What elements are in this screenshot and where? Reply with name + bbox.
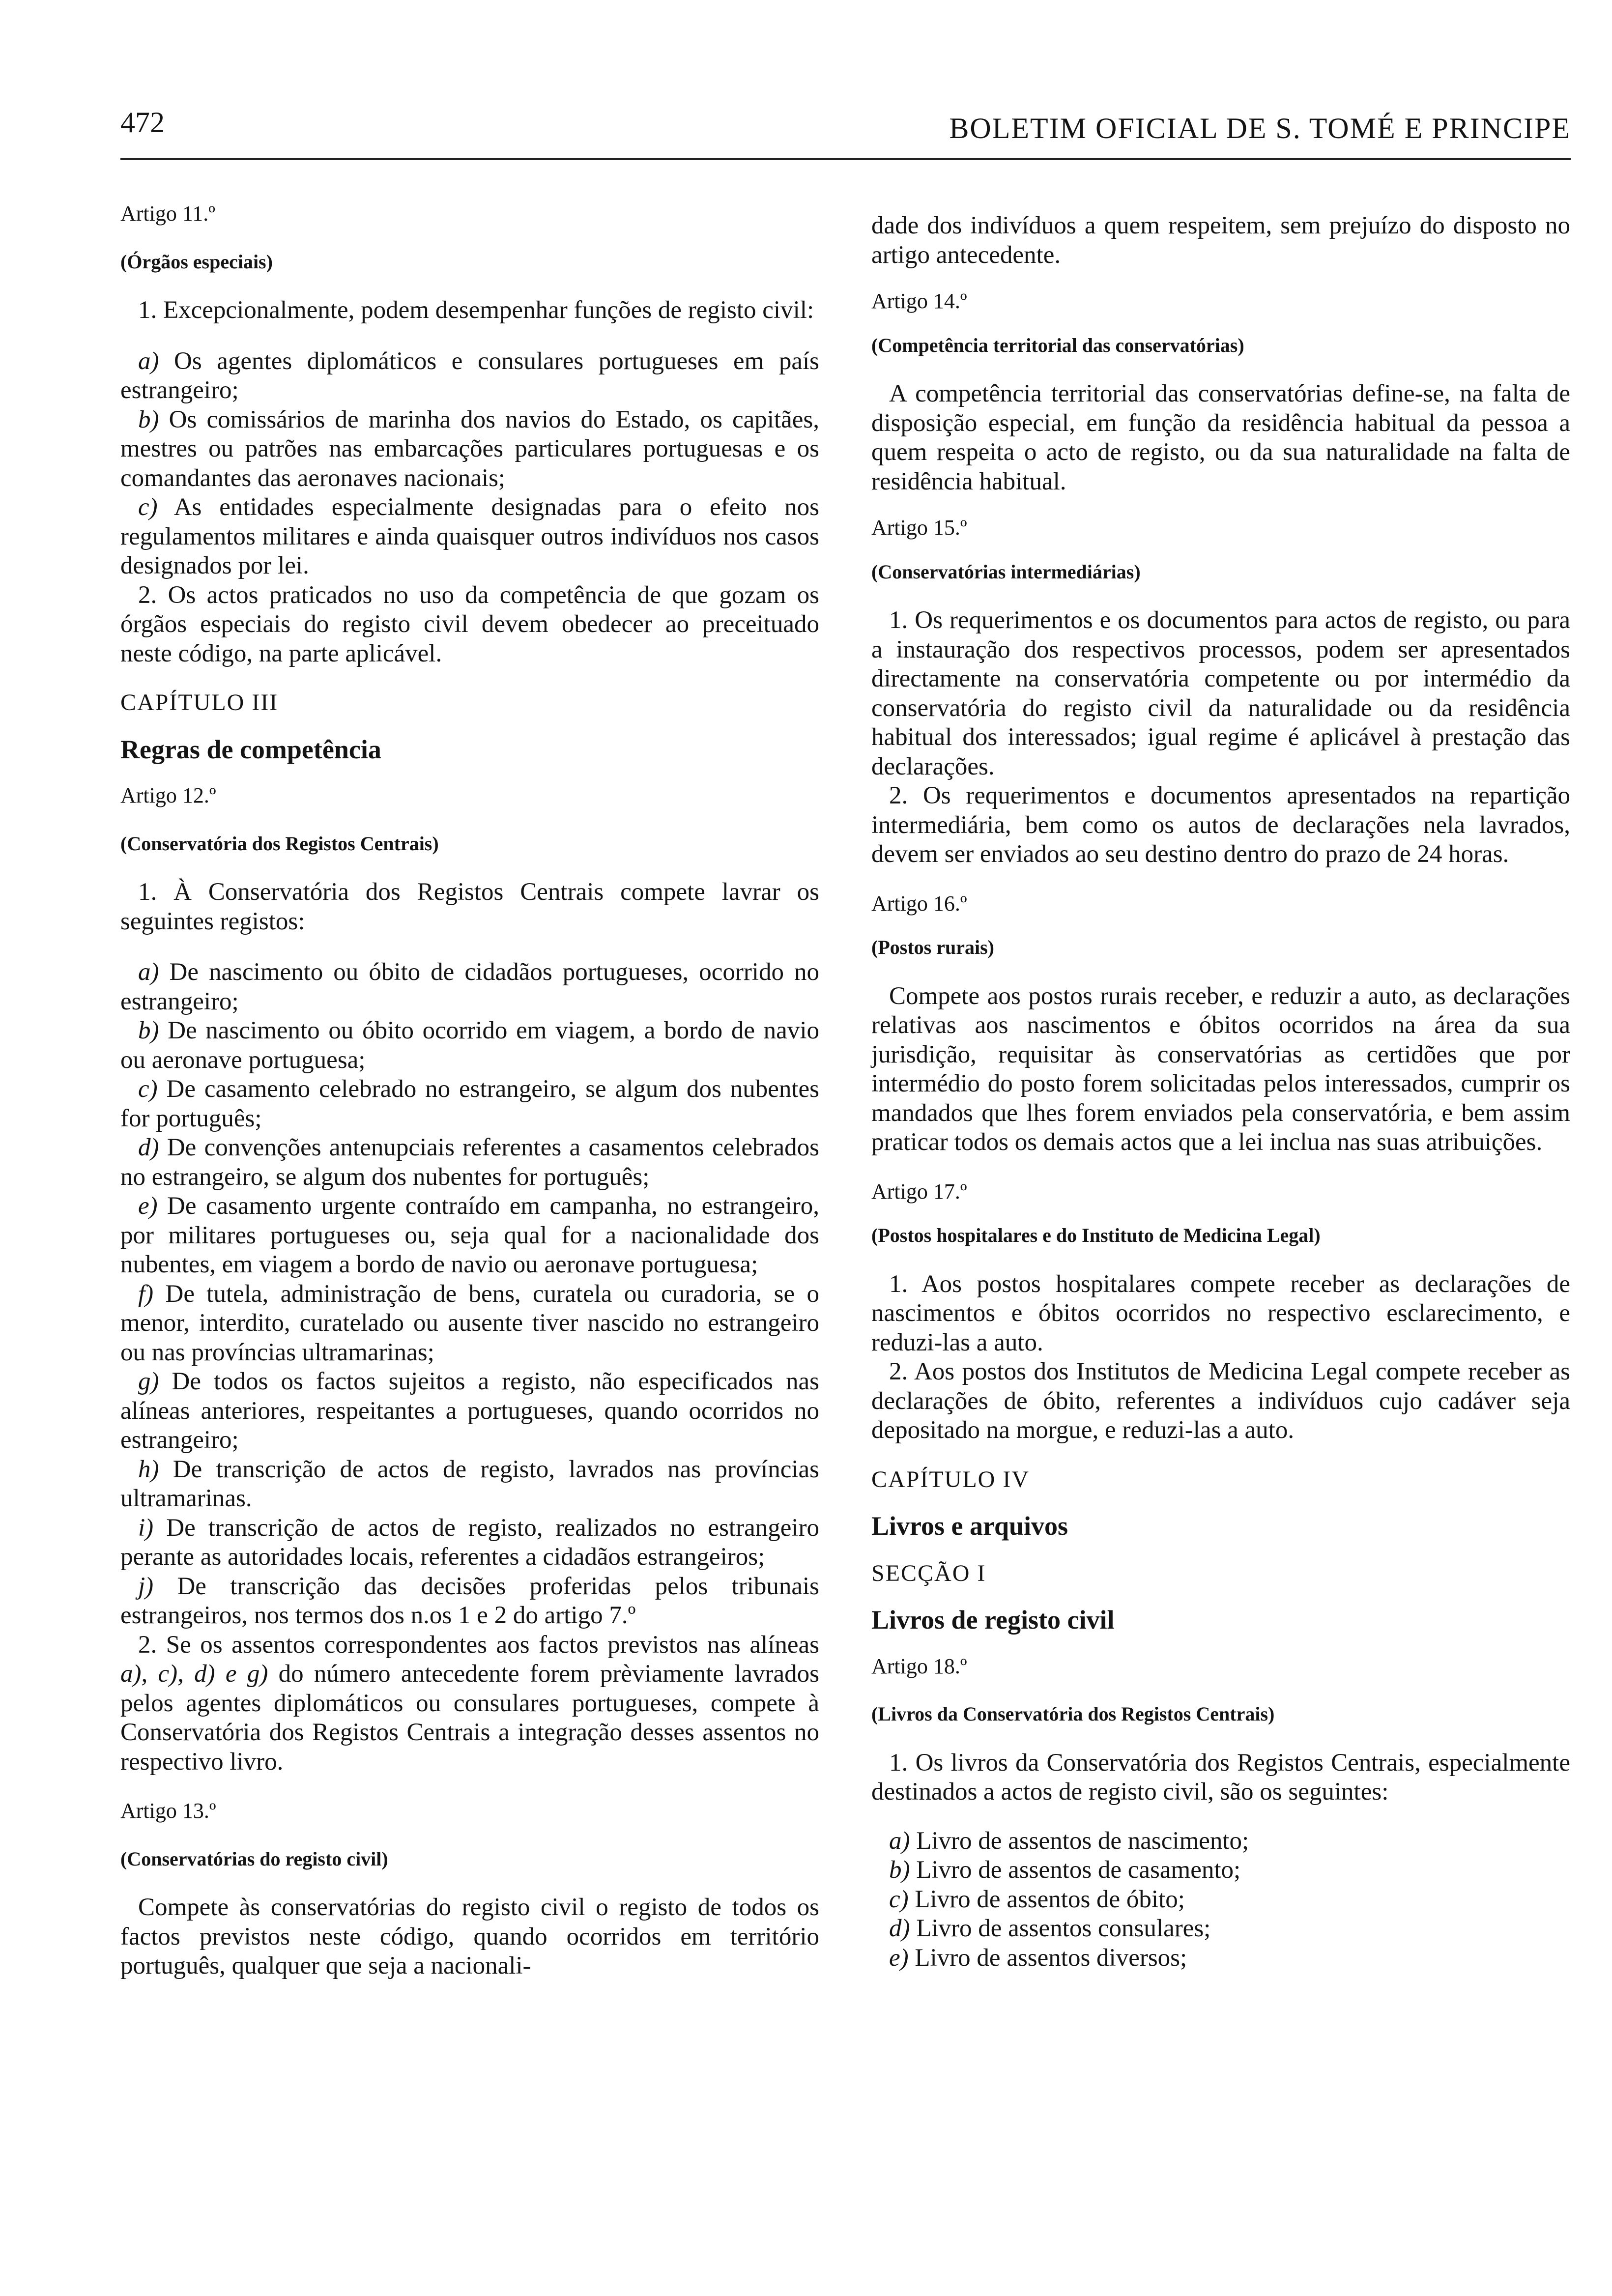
item-text: De nascimento ou óbito ocorrido em viagem, a bordo de navio ou aeronave portuguesa; [120, 1017, 819, 1074]
list-item [120, 347, 819, 405]
paragraph: 1. Aos postos hospitalares compete receber as declarações de nascimentos e óbitos ocorridos no respectivo esclarecimento, e reduzi-las a auto. [871, 1270, 1570, 1356]
section-title: Livros de registo civil [871, 1605, 1115, 1635]
list-item [120, 1280, 819, 1368]
left-column [120, 199, 819, 1981]
list-item [120, 1455, 819, 1514]
item-label: h) [138, 1455, 159, 1483]
chapter-heading: CAPÍTULO IV [871, 1466, 1030, 1492]
item-text: As entidades especialmente designadas para o efeito nos regulamentos militares e ainda quaisquer outros indivíduos nos casos designados por lei. [120, 493, 819, 579]
paragraph: 1. Excepcionalmente, podem desempenhar funções de registo civil: [138, 296, 814, 324]
item-text: De tutela, administração de bens, curatela ou curadoria, se o menor, interdito, curatelado ou ausente tiver nascido no estrangeiro ou nas províncias ultramarinas; [120, 1280, 819, 1366]
item-text: Livro de assentos de nascimento; [910, 1827, 1249, 1855]
item-text: De casamento celebrado no estrangeiro, se algum dos nubentes for português; [120, 1075, 819, 1132]
item-label: c) [138, 493, 158, 521]
page-header [120, 106, 1571, 155]
list-item [120, 1075, 819, 1133]
list-item [871, 1827, 1570, 1856]
paragraph-end: do número antecedente forem prèviamente lavrados pelos agentes diplomáticos ou consulares portugueses, compete à Conservatória dos Registos Centrais a integração desses assentos no respectivo livro. [120, 1660, 819, 1776]
item-label: a) [138, 347, 159, 375]
chapter-title: Livros e arquivos [871, 1511, 1068, 1541]
item-label: d) [138, 1134, 159, 1161]
article-16-rubric: (Postos rurais) [871, 936, 994, 958]
header-rule [120, 158, 1571, 160]
item-text: De todos os factos sujeitos a registo, não especificados nas alíneas anteriores, respeitantes a portugueses, quando ocorridos no estrangeiro; [120, 1368, 819, 1454]
item-label: j) [138, 1572, 154, 1600]
item-text: Livro de assentos diversos; [908, 1944, 1187, 1972]
item-label: b) [138, 1017, 159, 1044]
item-text: Livro de assentos de óbito; [908, 1885, 1185, 1913]
item-text: De convenções antenupciais referentes a casamentos celebrados no estrangeiro, se algum dos nubentes for português; [120, 1134, 819, 1191]
paragraph: Compete aos postos rurais receber, e reduzir a auto, as declarações relativas aos nascimentos e óbitos ocorridos na área da sua jurisdição, requisitar às conservatórias as certidões que por intermédio do posto forem solicitadas pelos interessados, cumprir os mandados que lhes forem enviados pela conservatória, e bem assim praticar todos os demais actos que a lei inclua nas suas atribuições. [871, 982, 1570, 1156]
list-item [120, 1133, 819, 1192]
article-17-title: Artigo 17.º [871, 1179, 967, 1204]
item-label: a) [889, 1827, 910, 1855]
article-12-rubric: (Conservatória dos Registos Centrais) [120, 832, 439, 855]
paragraph-start: 2. Se os assentos correspondentes aos factos previstos nas alíneas [138, 1631, 819, 1659]
chapter-heading: CAPÍTULO III [120, 689, 279, 716]
item-text: Os agentes diplomáticos e consulares portugueses em país estrangeiro; [120, 347, 819, 404]
paragraph: 2. Os actos praticados no uso da competência de que gozam os órgãos especiais do registo civil devem obedecer ao preceituado neste código, na parte aplicável. [120, 581, 819, 667]
section-heading: SECÇÃO I [871, 1560, 986, 1586]
running-title: BOLETIM OFICIAL DE S. TOMÉ E PRINCIPE [949, 112, 1571, 144]
article-17-rubric: (Postos hospitalares e do Instituto de Medicina Legal) [871, 1224, 1321, 1246]
item-text: De nascimento ou óbito de cidadãos portugueses, ocorrido no estrangeiro; [120, 958, 819, 1015]
right-column [871, 199, 1570, 1973]
paragraph: 2. Aos postos dos Institutos de Medicina Legal compete receber as declarações de óbito, referentes a indivíduos cujo cadáver seja depositado na morgue, e reduzi-las a auto. [871, 1358, 1570, 1444]
article-18-rubric: (Livros da Conservatória dos Registos Centrais) [871, 1703, 1275, 1725]
article-11-rubric: (Órgãos especiais) [120, 250, 273, 273]
paragraph: dade dos indivíduos a quem respeitem, sem prejuízo do disposto no artigo antecedente. [871, 212, 1570, 269]
article-15-title: Artigo 15.º [871, 516, 967, 540]
list-item [120, 1572, 819, 1631]
article-12-title: Artigo 12.º [120, 783, 216, 807]
item-text: Livro de assentos de casamento; [910, 1856, 1241, 1884]
list-item [120, 1367, 819, 1455]
paragraph: 1. Os requerimentos e os documentos para actos de registo, ou para a instauração dos respectivos processos, podem ser apresentados directamente na conservatória competente ou por intermédio da conservatória do registo civil da naturalidade ou da residência habitual dos interessados; igual regime é aplicável à prestação das declarações. [871, 606, 1570, 780]
paragraph: 2. Os requerimentos e documentos apresentados na repartição intermediária, bem como os autos de declarações nela lavrados, devem ser enviados ao seu destino dentro do prazo de 24 horas. [871, 782, 1570, 868]
item-label: g) [138, 1368, 159, 1395]
item-references: a), c), d) e g) [120, 1660, 268, 1688]
item-label: f) [138, 1280, 154, 1308]
item-label: b) [889, 1856, 910, 1884]
paragraph [120, 1631, 819, 1777]
paragraph: A competência territorial das conservatórias define-se, na falta de disposição especial, em função da residência habitual da pessoa a quem respeita o acto de registo, ou da sua naturalidade na falta de residência habitual. [871, 380, 1570, 495]
article-13-rubric: (Conservatórias do registo civil) [120, 1847, 388, 1870]
list-item [120, 1192, 819, 1280]
article-18-title: Artigo 18.º [871, 1654, 967, 1678]
list-item [871, 1914, 1570, 1944]
item-text: De transcrição das decisões proferidas pelos tribunais estrangeiros, nos termos dos n.os 1 e 2 do artigo 7.º [120, 1572, 819, 1629]
article-16-title: Artigo 16.º [871, 891, 967, 916]
item-text: De transcrição de actos de registo, lavrados nas províncias ultramarinas. [120, 1455, 819, 1512]
paragraph: Compete às conservatórias do registo civil o registo de todos os factos previstos neste código, quando ocorridos em território português, qualquer que seja a nacionali- [120, 1894, 819, 1980]
item-label: c) [138, 1075, 158, 1103]
chapter-title: Regras de competência [120, 734, 381, 764]
item-text: Livro de assentos consulares; [910, 1915, 1211, 1942]
item-label: a) [138, 958, 159, 986]
article-11-title: Artigo 11.º [120, 201, 215, 226]
article-14-title: Artigo 14.º [871, 289, 967, 313]
list-item [120, 1514, 819, 1572]
list-item [120, 958, 819, 1016]
article-14-rubric: (Competência territorial das conservatórias) [871, 334, 1244, 356]
item-label: i) [138, 1514, 154, 1542]
item-text: Os comissários de marinha dos navios do Estado, os capitães, mestres ou patrões nas embarcações particulares portuguesas e os comandantes das aeronaves nacionais; [120, 405, 819, 492]
article-13-title: Artigo 13.º [120, 1799, 216, 1823]
paragraph: 1. À Conservatória dos Registos Centrais compete lavrar os seguintes registos: [120, 878, 819, 935]
item-label: d) [889, 1915, 910, 1942]
item-label: c) [889, 1885, 909, 1913]
item-label: b) [138, 405, 159, 433]
article-15-rubric: (Conservatórias intermediárias) [871, 560, 1141, 583]
paragraph: 1. Os livros da Conservatória dos Registos Centrais, especialmente destinados a actos de registo civil, são os seguintes: [871, 1749, 1570, 1806]
item-label: e) [138, 1192, 158, 1220]
list-item [120, 1016, 819, 1075]
list-item [871, 1885, 1570, 1915]
item-label: e) [889, 1944, 909, 1972]
list-item [120, 493, 819, 581]
list-item [871, 1856, 1570, 1885]
item-text: De casamento urgente contraído em campanha, no estrangeiro, por militares portugueses ou, seja qual for a nacionalidade dos nubentes, em viagem a bordo de navio ou aeronave portuguesa; [120, 1192, 819, 1278]
item-text: De transcrição de actos de registo, realizados no estrangeiro perante as autoridades locais, referentes a cidadãos estrangeiros; [120, 1514, 819, 1571]
list-item [871, 1944, 1570, 1973]
page-number: 472 [120, 106, 165, 139]
list-item [120, 405, 819, 493]
